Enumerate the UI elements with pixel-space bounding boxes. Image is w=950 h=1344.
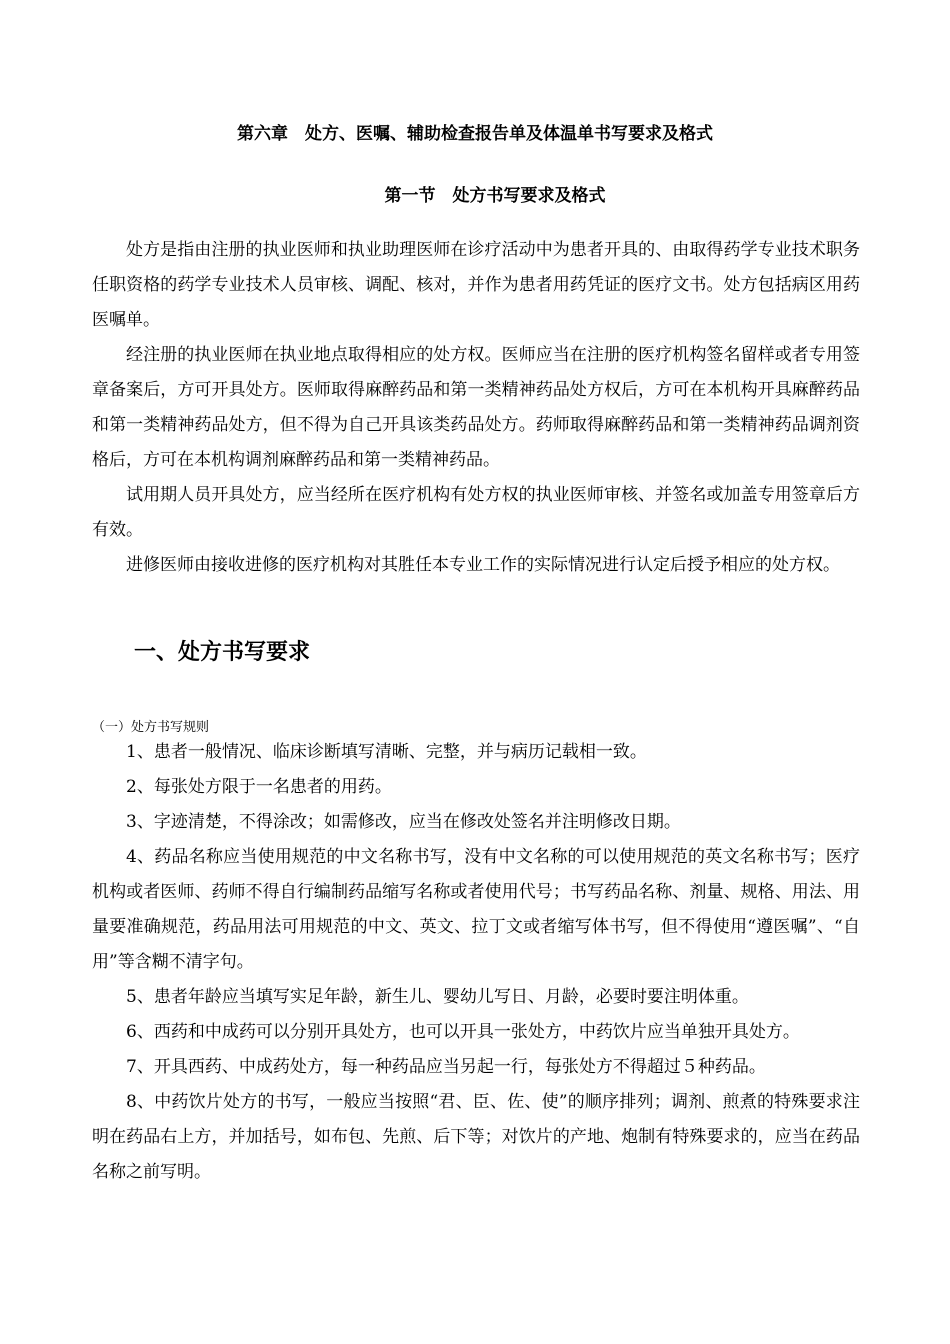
intro-paragraph: 处方是指由注册的执业医师和执业助理医师在诊疗活动中为患者开具的、由取得药学专业技术职务任职资格的药学专业技术人员审核、调配、核对，并作为患者用药凭证的医疗文书。处方包括病区用药医嘱单。 bbox=[92, 240, 860, 330]
intro-paragraph: 进修医师由接收进修的医疗机构对其胜任本专业工作的实际情况进行认定后授予相应的处方权。 bbox=[126, 555, 840, 575]
section-title: 第一节 处方书写要求及格式 bbox=[384, 186, 606, 206]
rules-list bbox=[92, 735, 860, 1190]
chapter-title: 第六章 处方、医嘱、辅助检查报告单及体温单书写要求及格式 bbox=[237, 124, 713, 144]
intro-paragraph: 经注册的执业医师在执业地点取得相应的处方权。医师应当在注册的医疗机构签名留样或者专用签章备案后，方可开具处方。医师取得麻醉药品和第一类精神药品处方权后，方可在本机构开具麻醉药品和第一类精神药品处方，但不得为自己开具该类药品处方。药师取得麻醉药品和第一类精神药品调剂资格后，方可在本机构调剂麻醉药品和第一类精神药品。 bbox=[92, 345, 860, 470]
rule-item: 8、中药饮片处方的书写，一般应当按照“君、臣、佐、使”的顺序排列；调剂、煎煮的特殊要求注明在药品右上方，并加括号，如布包、先煎、后下等；对饮片的产地、炮制有特殊要求的，应当在药品名称之前写明。 bbox=[92, 1092, 860, 1182]
subheading-rules: （一）处方书写规则 bbox=[92, 720, 210, 735]
rule-item: 7、开具西药、中成药处方，每一种药品应当另起一行，每张处方不得超过５种药品。 bbox=[126, 1057, 766, 1077]
rule-item: 2、每张处方限于一名患者的用药。 bbox=[126, 777, 392, 797]
rule-item: 3、字迹清楚，不得涂改；如需修改，应当在修改处签名并注明修改日期。 bbox=[126, 812, 681, 832]
intro-section bbox=[92, 233, 860, 583]
heading-prescription-requirements: 一、处方书写要求 bbox=[134, 640, 311, 665]
intro-paragraph: 试用期人员开具处方，应当经所在医疗机构有处方权的执业医师审核、并签名或加盖专用签章后方有效。 bbox=[92, 485, 860, 540]
rule-item: 6、西药和中成药可以分别开具处方，也可以开具一张处方，中药饮片应当单独开具处方。 bbox=[126, 1022, 800, 1042]
rule-item: 4、药品名称应当使用规范的中文名称书写，没有中文名称的可以使用规范的英文名称书写；医疗机构或者医师、药师不得自行编制药品缩写名称或者使用代号；书写药品名称、剂量、规格、用法、用量要准确规范，药品用法可用规范的中文、英文、拉丁文或者缩写体书写，但不得使用“遵医嘱”、“自用”等含糊不清字句。 bbox=[92, 847, 860, 972]
rule-item: 1、患者一般情况、临床诊断填写清晰、完整，并与病历记载相一致。 bbox=[126, 742, 647, 762]
rule-item: 5、患者年龄应当填写实足年龄，新生儿、婴幼儿写日、月龄，必要时要注明体重。 bbox=[126, 987, 749, 1007]
